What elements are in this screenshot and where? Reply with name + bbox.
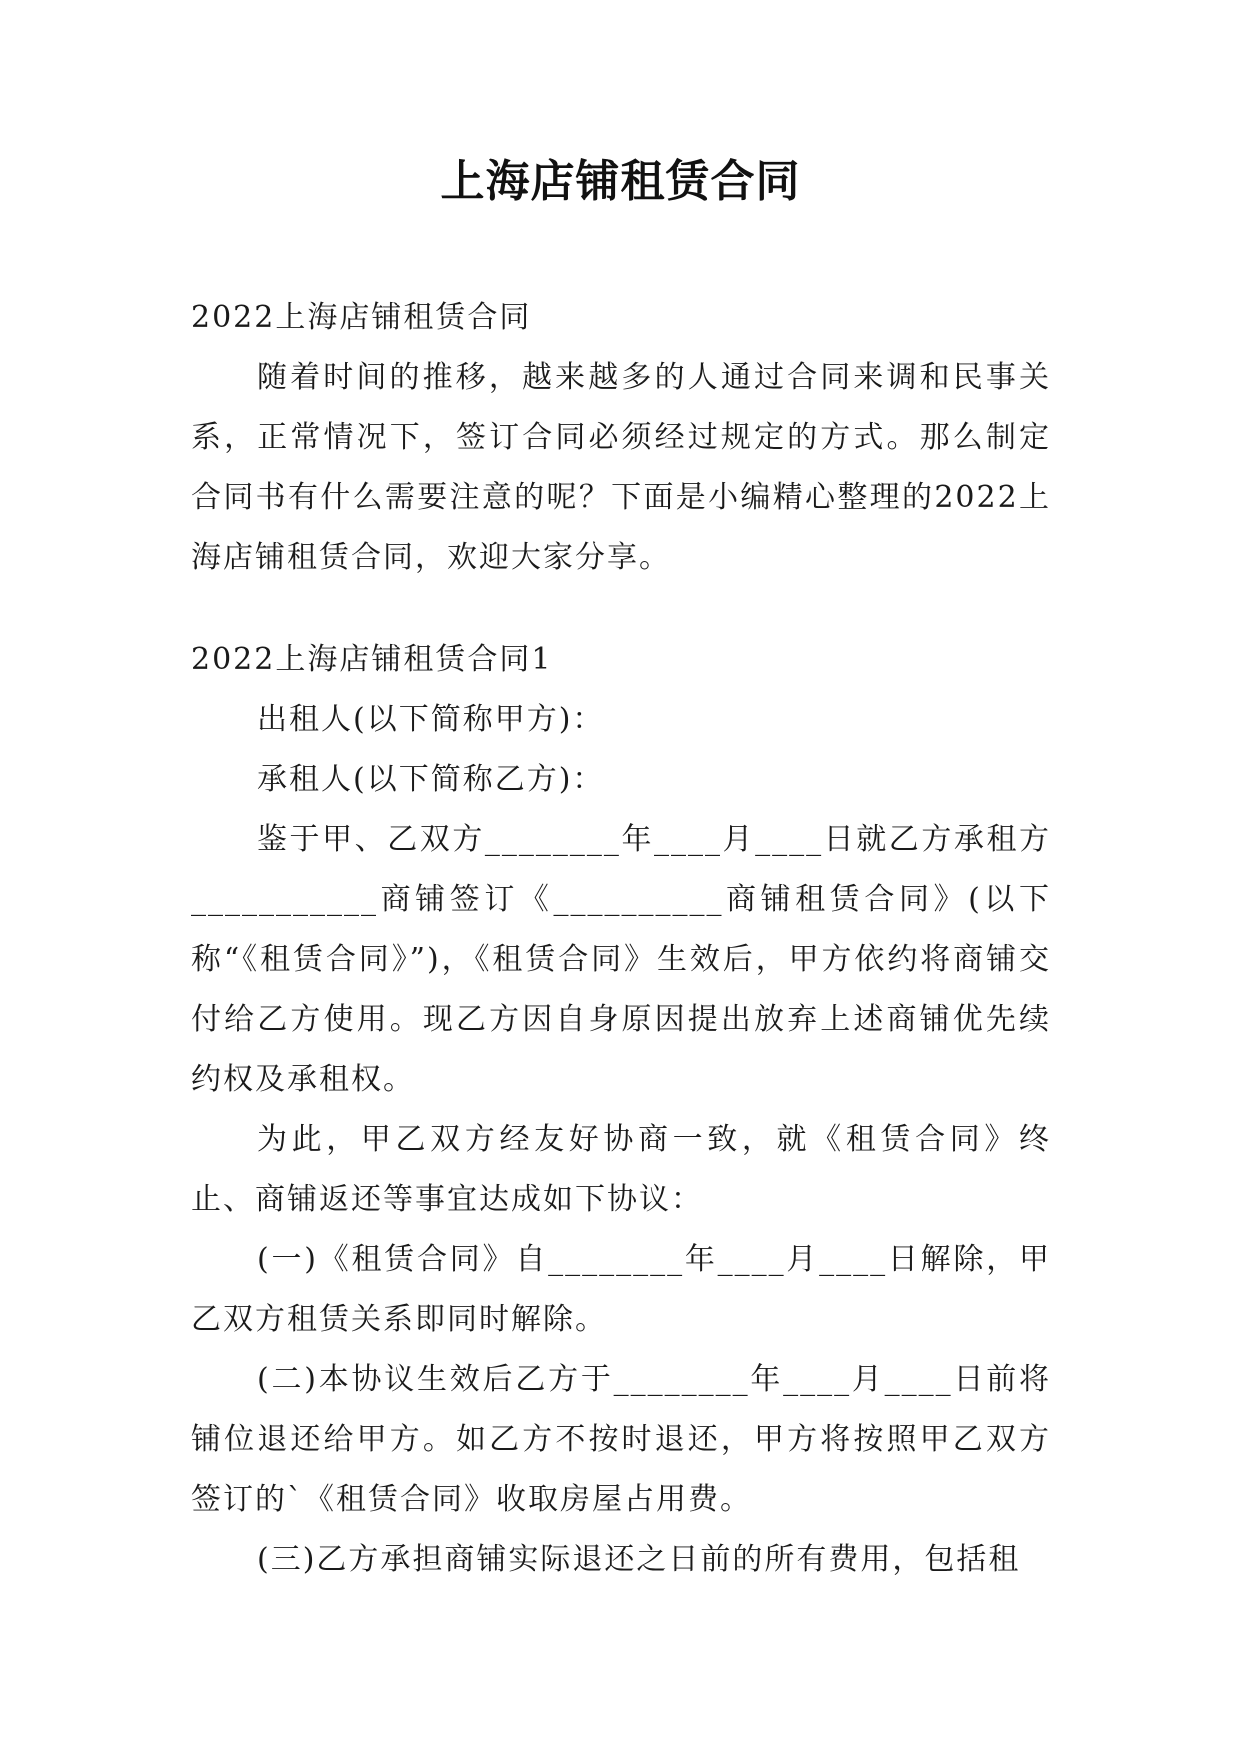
contract-section [191,630,1051,1590]
intro-paragraph: 随着时间的推移，越来越多的人通过合同来调和民事关系，正常情况下，签订合同必须经过规定的方式。那么制定合同书有什么需要注意的呢？下面是小编精心整理的2022上海店铺租赁合同，欢迎大家分享。 [191,360,1051,575]
contract-heading: 2022上海店铺租赁合同1 [191,642,553,677]
clause-3-paragraph: (三)乙方承担商铺实际退还之日前的所有费用，包括租 [257,1542,1021,1577]
lessee-line: 承租人(以下简称乙方)： [257,762,605,797]
lessor-line: 出租人(以下简称甲方)： [257,702,605,737]
clause-2-paragraph: (二)本协议生效后乙方于________年____月____日前将铺位退还给甲方。如乙方不按时退还，甲方将按照甲乙双方签订的`《租赁合同》收取房屋占用费。 [191,1362,1051,1517]
intro-heading: 2022上海店铺租赁合同 [191,300,532,335]
agreement-intro-paragraph: 为此，甲乙双方经友好协商一致，就《租赁合同》终止、商铺返还等事宜达成如下协议： [191,1122,1051,1217]
recital-paragraph: 鉴于甲、乙双方________年____月____日就乙方承租方___________商铺签订《__________商铺租赁合同》(以下称“《租赁合同》”)，《租赁合同》生效后，甲方依约将商铺交付给乙方使用。现乙方因自身原因提出放弃上述商铺优先续约权及承租权。 [191,822,1051,1097]
document-title: 上海店铺租赁合同 [440,156,801,207]
clause-1-paragraph: (一)《租赁合同》自________年____月____日解除，甲乙双方租赁关系即同时解除。 [191,1242,1051,1337]
intro-section [191,288,1051,588]
